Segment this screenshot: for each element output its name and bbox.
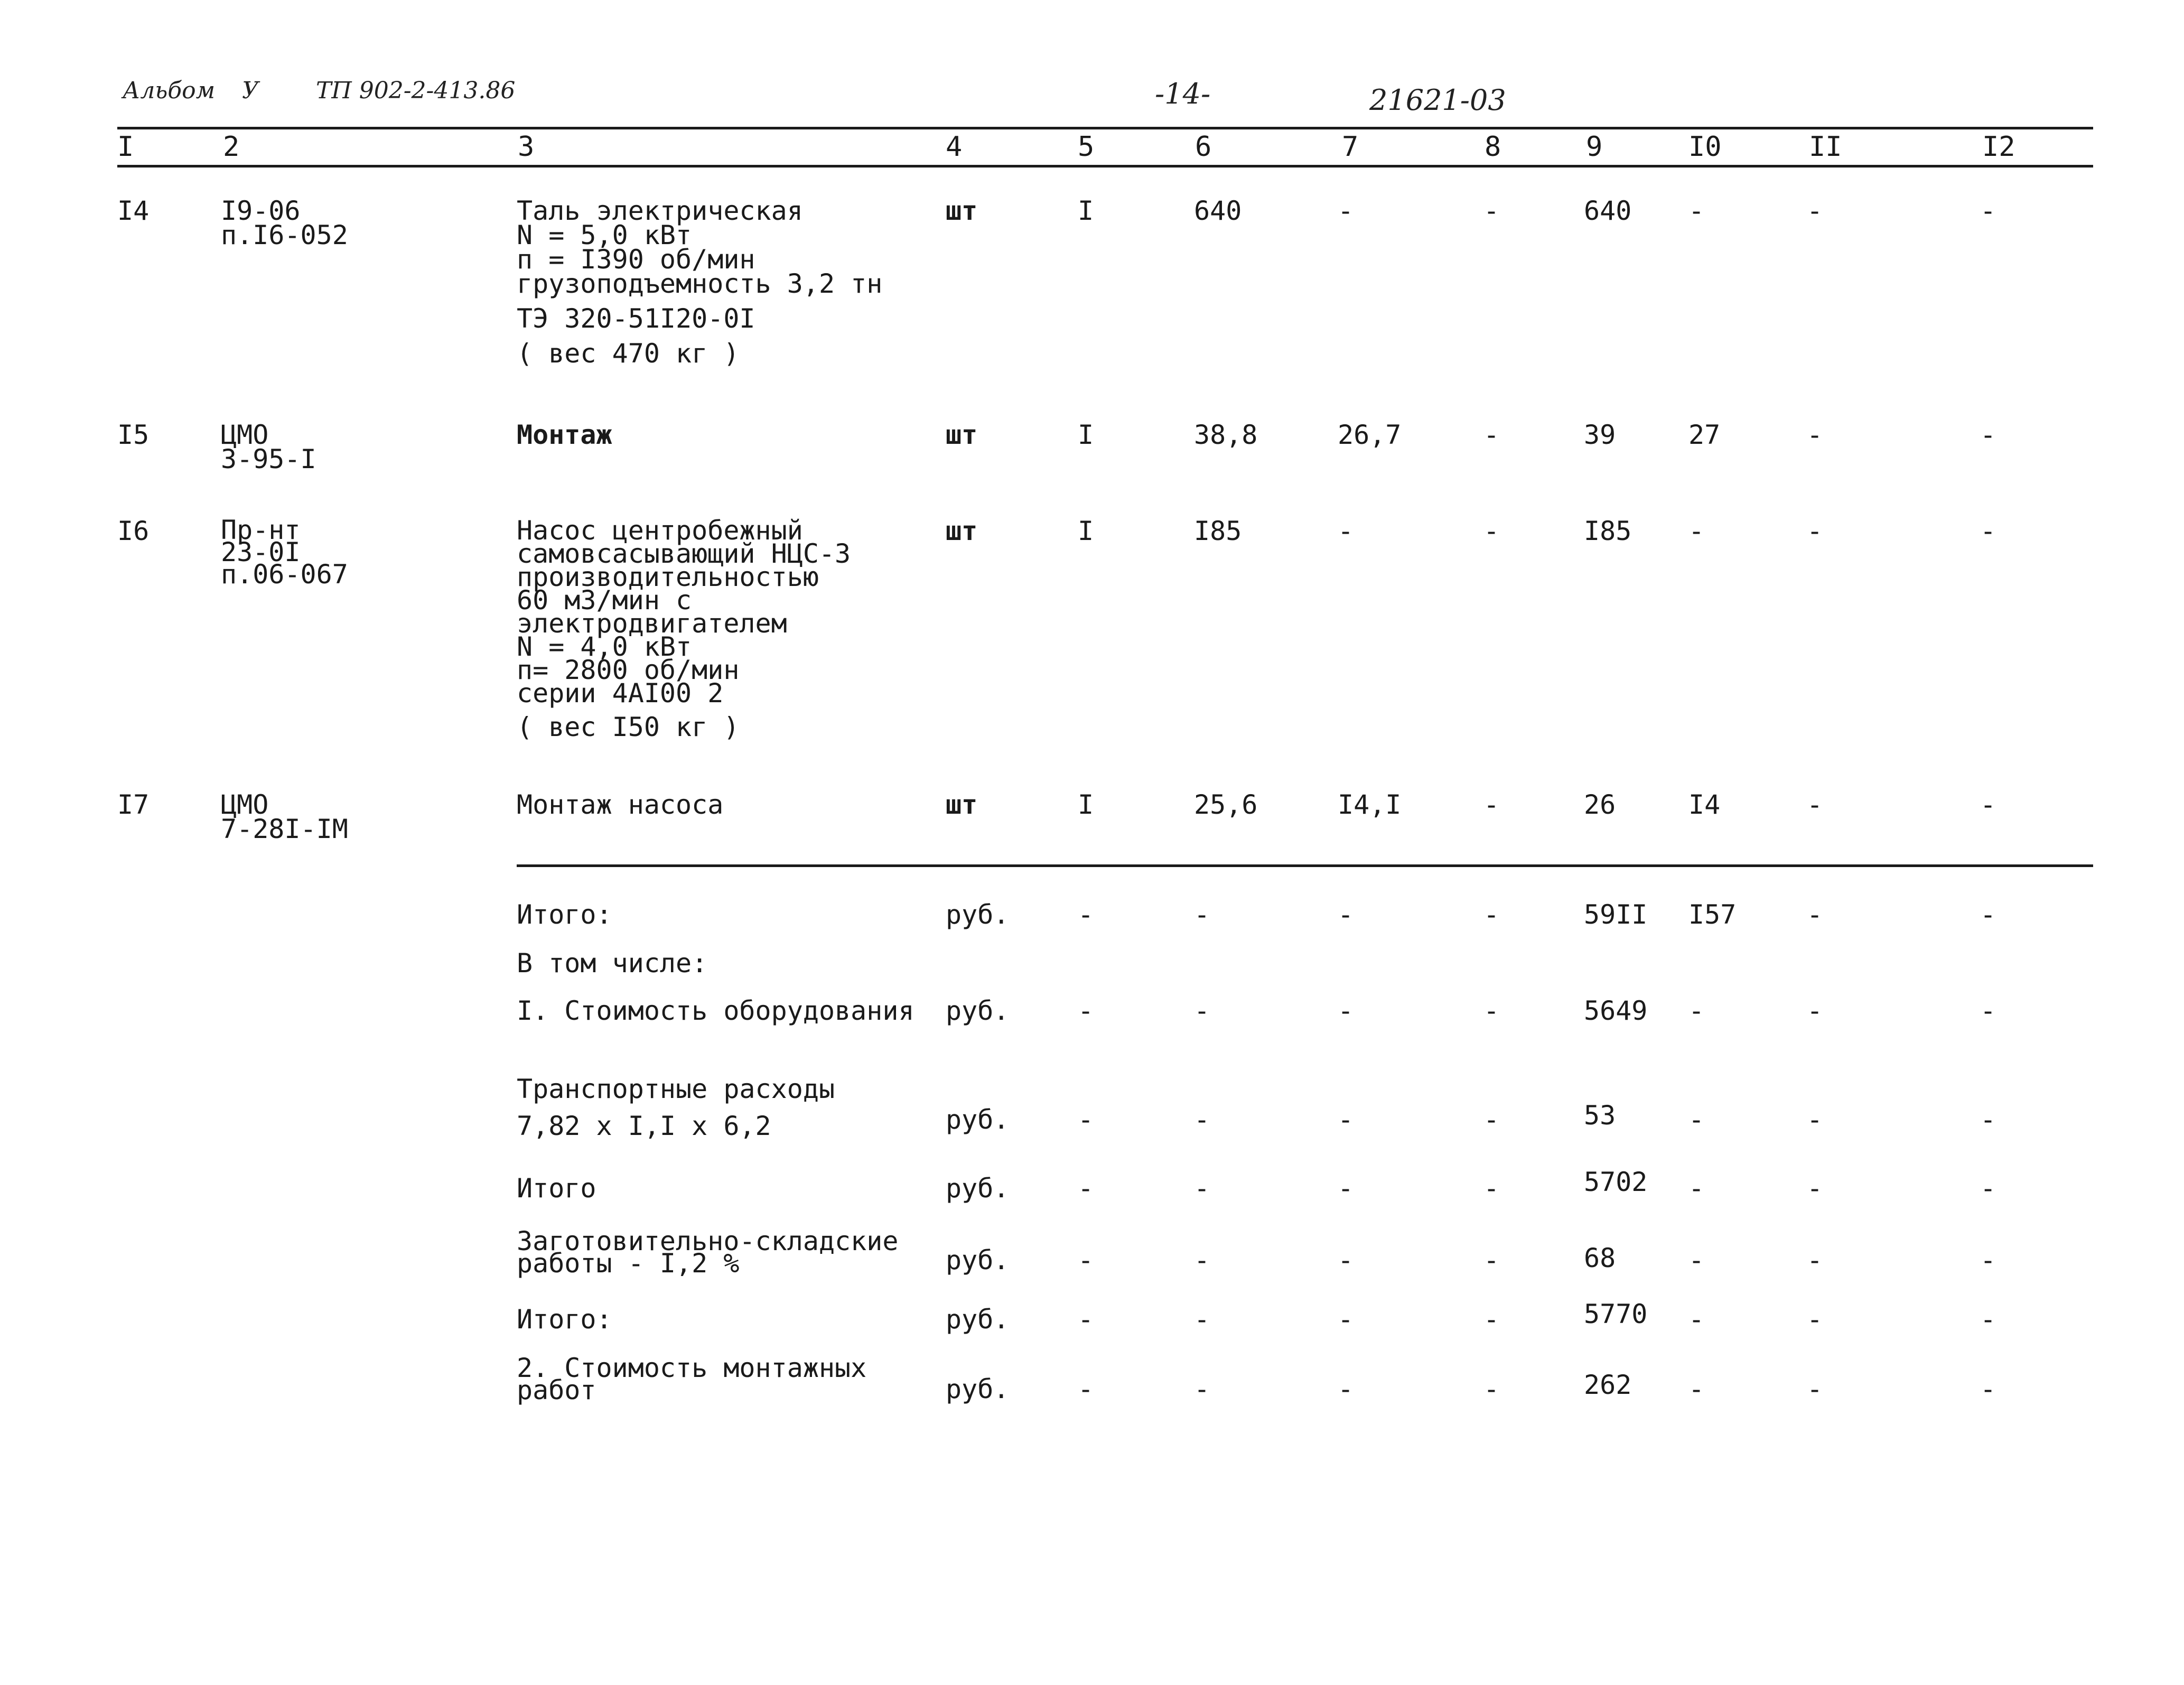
value-cell: - (1807, 1374, 1823, 1404)
summary-label: Итого: (517, 899, 612, 930)
value-cell: - (1980, 1104, 1996, 1135)
summary-label: Итого (517, 1173, 596, 1204)
value-cell: - (1980, 516, 1996, 546)
value-cell: - (1078, 899, 1094, 930)
unit-cell: шт (946, 420, 978, 450)
value-cell: I4,I (1338, 789, 1402, 820)
value-cell: - (1688, 1173, 1705, 1204)
value-cell: - (1807, 1304, 1823, 1335)
value-cell: - (1338, 899, 1354, 930)
column-header: 4 (946, 131, 963, 163)
value-cell: - (1483, 1173, 1500, 1204)
value-cell: - (1194, 1104, 1210, 1135)
value-cell: - (1194, 899, 1210, 930)
name-cell (517, 420, 612, 450)
value-cell: 39 (1584, 420, 1616, 450)
value-cell: - (1688, 1245, 1705, 1276)
value-cell: I4 (1688, 789, 1721, 820)
column-header: I (117, 131, 134, 163)
value-cell: I57 (1688, 899, 1737, 930)
summary-label: В том числе: (517, 948, 708, 979)
value-cell: - (1483, 1374, 1500, 1404)
value-cell: - (1078, 1374, 1094, 1404)
unit-cell: руб. (946, 1304, 1010, 1335)
column-header: 8 (1485, 131, 1501, 163)
unit-cell: шт (946, 196, 978, 226)
value-cell: - (1194, 1374, 1210, 1404)
value-cell: - (1980, 1304, 1996, 1335)
album-label: Альбом (123, 77, 216, 104)
summary-label: Заготовительно-складские работы - I,2 % (517, 1226, 899, 1279)
document-code: 21621-03 (1369, 83, 1506, 117)
value-cell: - (1980, 789, 1996, 820)
value-cell: - (1483, 420, 1500, 450)
qty-cell: I (1078, 516, 1094, 546)
value-cell: - (1338, 1173, 1354, 1204)
value-cell: - (1980, 420, 1996, 450)
value-cell: - (1688, 516, 1705, 546)
qty-cell: I (1078, 196, 1094, 226)
value-cell: - (1807, 196, 1823, 226)
value-cell: - (1980, 196, 1996, 226)
name-extra-line: ( вес I50 кг ) (517, 712, 740, 742)
value-cell: - (1980, 1173, 1996, 1204)
code-cell: I9-06 п.I6-052 (221, 196, 348, 250)
value-cell: 5649 (1584, 995, 1648, 1026)
value-cell: - (1338, 516, 1354, 546)
position-cell: I7 (117, 789, 150, 820)
header-top-rule (117, 127, 2093, 129)
value-cell: 640 (1584, 196, 1632, 226)
code-cell: Пр-нт 23-0I п.06-067 (221, 515, 348, 590)
column-header: 7 (1342, 131, 1359, 163)
value-cell: 38,8 (1194, 420, 1258, 450)
position-cell: I5 (117, 420, 150, 450)
name-text: Насос центробежный самовсасывающий НЦС-3 производительностью 60 м3/мин с электродвигателем N = 4,0 кВт п= 2800 об/мин серии 4АI00 2 (517, 515, 851, 709)
value-cell: - (1688, 995, 1705, 1026)
name-extra-line: ( вес 470 кг ) (517, 338, 740, 369)
column-header: I2 (1982, 131, 2015, 163)
value-cell: - (1194, 1304, 1210, 1335)
name-extra-line: ТЭ 320-51I20-0I (517, 303, 755, 334)
value-cell: - (1483, 789, 1500, 820)
column-header: 6 (1195, 131, 1212, 163)
value-cell: - (1194, 995, 1210, 1026)
column-header: 2 (223, 131, 240, 163)
value-cell: - (1483, 516, 1500, 546)
summary-label: 2. Стоимость монтажных работ (517, 1353, 867, 1405)
value-cell: - (1338, 1104, 1354, 1135)
header-bottom-rule (117, 165, 2093, 167)
name-text: Таль электрическая N = 5,0 кВт п = I390 об/мин грузоподъемность 3,2 тн (517, 196, 883, 299)
value-cell: - (1483, 1104, 1500, 1135)
value-cell: - (1078, 1104, 1094, 1135)
unit-cell: руб. (946, 995, 1010, 1026)
totals-separator-rule (517, 864, 2093, 867)
value-cell: 640 (1194, 196, 1242, 226)
value-cell: - (1688, 1304, 1705, 1335)
value-cell: 26,7 (1338, 420, 1402, 450)
unit-cell: руб. (946, 1374, 1010, 1404)
value-cell: - (1078, 1245, 1094, 1276)
value-cell: - (1194, 1173, 1210, 1204)
value-cell: 5770 (1584, 1299, 1648, 1329)
value-cell: - (1980, 899, 1996, 930)
value-cell: - (1338, 1245, 1354, 1276)
value-cell: - (1807, 1173, 1823, 1204)
value-cell: I85 (1194, 516, 1242, 546)
value-cell: - (1980, 995, 1996, 1026)
column-header: II (1809, 131, 1842, 163)
value-cell: - (1807, 1104, 1823, 1135)
value-cell: - (1980, 1374, 1996, 1404)
album-number: У (242, 77, 259, 104)
value-cell: - (1078, 1173, 1094, 1204)
value-cell: - (1807, 516, 1823, 546)
value-cell: - (1807, 995, 1823, 1026)
value-cell: 262 (1584, 1370, 1632, 1400)
value-cell: 68 (1584, 1243, 1616, 1273)
column-header: 9 (1586, 131, 1603, 163)
value-cell: 27 (1688, 420, 1721, 450)
unit-cell: руб. (946, 1104, 1010, 1135)
unit-cell: шт (946, 516, 978, 546)
name-cell (517, 196, 883, 369)
value-cell: - (1483, 196, 1500, 226)
tp-number: ТП 902-2-413.86 (316, 77, 516, 104)
value-cell: - (1338, 1304, 1354, 1335)
qty-cell: I (1078, 420, 1094, 450)
value-cell: - (1194, 1245, 1210, 1276)
name-cell (517, 789, 724, 820)
column-header: 3 (518, 131, 535, 163)
name-text: Монтаж (517, 420, 612, 450)
value-cell: 59II (1584, 899, 1648, 930)
value-cell: - (1807, 899, 1823, 930)
value-cell: - (1688, 196, 1705, 226)
value-cell: - (1338, 1374, 1354, 1404)
value-cell: - (1078, 995, 1094, 1026)
value-cell: - (1807, 789, 1823, 820)
value-cell: - (1338, 995, 1354, 1026)
value-cell: - (1807, 420, 1823, 450)
unit-cell: руб. (946, 1173, 1010, 1204)
code-cell: ЦМО 3-95-I (221, 420, 316, 474)
name-cell (517, 515, 851, 742)
value-cell: - (1688, 1374, 1705, 1404)
column-header: 5 (1078, 131, 1095, 163)
value-cell: - (1483, 1245, 1500, 1276)
unit-cell: шт (946, 789, 978, 820)
unit-cell: руб. (946, 899, 1010, 930)
value-cell: I85 (1584, 516, 1632, 546)
value-cell: - (1483, 899, 1500, 930)
value-cell: - (1483, 995, 1500, 1026)
value-cell: 53 (1584, 1100, 1616, 1131)
value-cell: 25,6 (1194, 789, 1258, 820)
position-cell: I6 (117, 516, 150, 546)
value-cell: - (1980, 1245, 1996, 1276)
value-cell: - (1338, 196, 1354, 226)
value-cell: 5702 (1584, 1167, 1648, 1197)
summary-label: Итого: (517, 1304, 612, 1335)
position-cell: I4 (117, 196, 150, 226)
page-number: -14- (1155, 77, 1211, 110)
code-cell: ЦМО 7-28I-IМ (221, 789, 348, 844)
name-text: Монтаж насоса (517, 789, 724, 820)
summary-label: Транспортные расходы 7,82 х I,I х 6,2 (517, 1074, 835, 1141)
value-cell: - (1688, 1104, 1705, 1135)
value-cell: - (1078, 1304, 1094, 1335)
value-cell: - (1483, 1304, 1500, 1335)
column-header: I0 (1688, 131, 1722, 163)
value-cell: 26 (1584, 789, 1616, 820)
summary-label: I. Стоимость оборудования (517, 995, 914, 1026)
qty-cell: I (1078, 789, 1094, 820)
value-cell: - (1807, 1245, 1823, 1276)
unit-cell: руб. (946, 1245, 1010, 1276)
